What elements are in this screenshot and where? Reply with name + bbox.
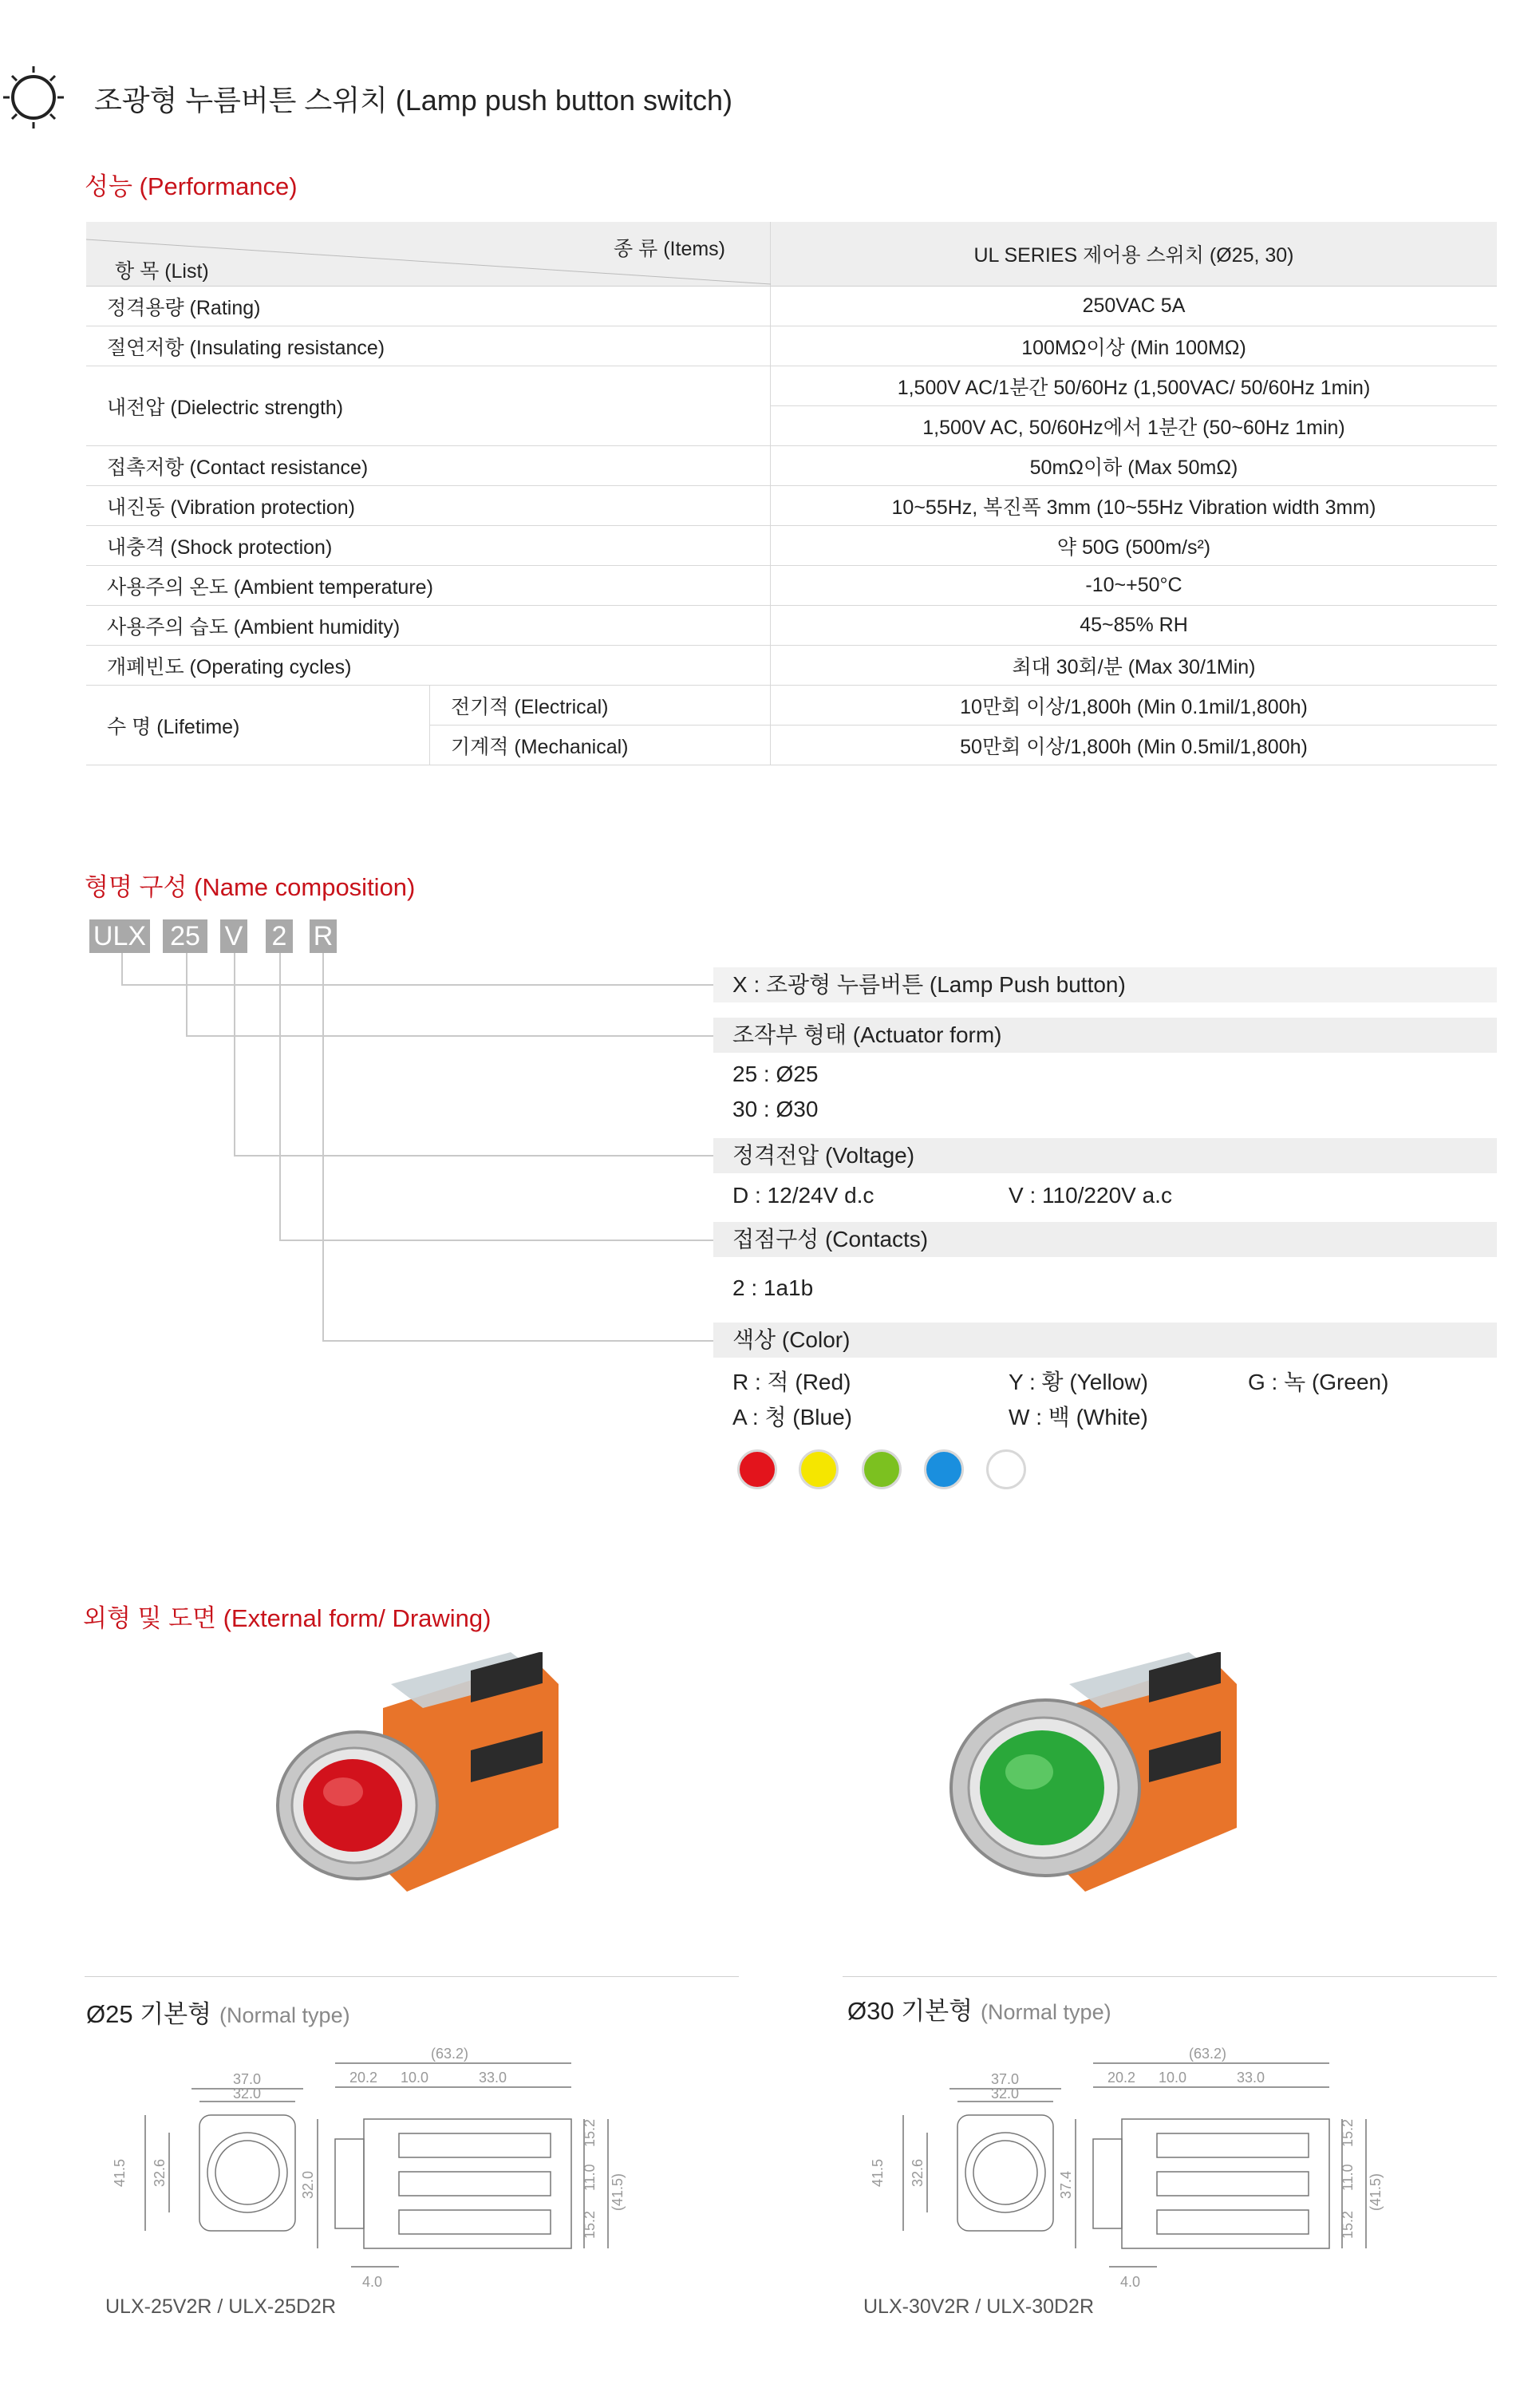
- table-row: [86, 287, 1497, 326]
- table-row: [86, 526, 1497, 566]
- row-value: 1,500V AC, 50/60Hz에서 1분간 (50~60Hz 1min): [771, 406, 1498, 446]
- series-band: X : 조광형 누름버튼 (Lamp Push button): [713, 967, 1497, 1002]
- dim-label: 15.2: [1340, 2210, 1356, 2239]
- table-row: [86, 686, 1497, 726]
- dim-label: 20.2: [1107, 2070, 1136, 2086]
- right-title-text: Ø30 기본형: [847, 1997, 973, 2025]
- dim-label: 32.0: [991, 2086, 1020, 2102]
- lifetime-label: 수 명 (Lifetime): [86, 686, 430, 765]
- lamp-icon: [0, 60, 72, 132]
- divider: [85, 1976, 739, 1977]
- connector-line: [186, 1035, 713, 1037]
- contacts-option: 2 : 1a1b: [732, 1275, 814, 1300]
- table-row: [86, 606, 1497, 646]
- dim-label: (41.5): [610, 2173, 626, 2211]
- row-value: 45~85% RH: [771, 606, 1498, 646]
- divider: [843, 1976, 1497, 1977]
- row-label: 개폐빈도 (Operating cycles): [86, 646, 771, 686]
- right-type-text: (Normal type): [981, 2000, 1111, 2024]
- connector-line: [279, 953, 281, 1240]
- connector-line: [322, 953, 324, 1341]
- dim-label: 37.0: [233, 2071, 262, 2087]
- left-title-text: Ø25 기본형: [86, 2000, 212, 2028]
- connector-line: [322, 1340, 713, 1342]
- color-option-yellow: Y : 황 (Yellow): [1009, 1370, 1148, 1394]
- swatch-yellow: [799, 1449, 839, 1489]
- row-label: 내전압 (Dielectric strength): [86, 366, 771, 446]
- left-drawing-title: [86, 1994, 350, 2030]
- row-value: 100MΩ이상 (Min 100MΩ): [771, 326, 1498, 366]
- voltage-band: 정격전압 (Voltage): [713, 1138, 1497, 1173]
- connector-line: [234, 1155, 713, 1157]
- code-size: 25: [163, 919, 207, 953]
- dim-label: 4.0: [362, 2274, 383, 2290]
- actuator-band: 조작부 형태 (Actuator form): [713, 1018, 1497, 1053]
- actuator-option: 30 : Ø30: [732, 1097, 819, 1121]
- code-series: ULX: [89, 919, 150, 953]
- code-voltage: V: [220, 919, 247, 953]
- right-drawing-title: [847, 1991, 1111, 2026]
- front-ring: [965, 2133, 1045, 2212]
- code-contacts: 2: [266, 919, 293, 953]
- connector-line: [121, 984, 713, 986]
- connector-line: [121, 953, 123, 985]
- table-header-row: [86, 222, 1497, 287]
- side-terminal: [1157, 2133, 1309, 2157]
- mechanical-value: 50만회 이상/1,800h (Min 0.5mil/1,800h): [771, 726, 1498, 765]
- row-label: 사용주의 온도 (Ambient temperature): [86, 566, 771, 606]
- drawing-25: [96, 2039, 702, 2295]
- color-option-white: W : 백 (White): [1009, 1405, 1148, 1429]
- row-label: 사용주의 습도 (Ambient humidity): [86, 606, 771, 646]
- header-items-label: 종 류 (Items): [614, 238, 725, 260]
- connector-line: [234, 953, 235, 1156]
- row-label: 절연저항 (Insulating resistance): [86, 326, 771, 366]
- dim-label: 10.0: [401, 2070, 429, 2086]
- dim-label: 11.0: [1340, 2164, 1356, 2191]
- connector-line: [186, 953, 188, 1036]
- color-option-red: R : 적 (Red): [732, 1370, 851, 1394]
- left-type-text: (Normal type): [219, 2003, 350, 2027]
- dim-label: 41.5: [112, 2158, 128, 2187]
- contacts-band: 접점구성 (Contacts): [713, 1222, 1497, 1257]
- header-value-label: UL SERIES 제어용 스위치 (Ø25, 30): [771, 222, 1498, 287]
- side-bezel: [1093, 2139, 1122, 2228]
- external-section-title: 외형 및 도면 (External form/ Drawing): [83, 1604, 492, 1632]
- dim-label: 15.2: [582, 2118, 598, 2147]
- voltage-option: D : 12/24V d.c: [732, 1183, 874, 1208]
- table-row: [86, 566, 1497, 606]
- dim-label: (63.2): [1189, 2046, 1227, 2062]
- dim-label: 33.0: [1237, 2070, 1265, 2086]
- connector-line: [279, 1240, 713, 1241]
- color-band: 색상 (Color): [713, 1323, 1497, 1358]
- swatch-blue: [924, 1449, 964, 1489]
- product-image-green: [949, 1652, 1253, 1924]
- actuator-option: 25 : Ø25: [732, 1062, 819, 1086]
- voltage-option: V : 110/220V a.c: [1009, 1183, 1172, 1208]
- row-value: -10~+50°C: [771, 566, 1498, 606]
- mechanical-label: 기계적 (Mechanical): [430, 726, 771, 765]
- side-bezel: [335, 2139, 364, 2228]
- dim-label: 37.4: [1058, 2170, 1074, 2199]
- row-label: 정격용량 (Rating): [86, 287, 771, 326]
- electrical-value: 10만회 이상/1,800h (Min 0.1mil/1,800h): [771, 686, 1498, 726]
- header-list-label: 항 목 (List): [115, 260, 209, 283]
- side-terminal: [399, 2133, 551, 2157]
- side-terminal: [399, 2210, 551, 2234]
- row-value: 50mΩ이하 (Max 50mΩ): [771, 446, 1498, 486]
- front-ring: [207, 2133, 287, 2212]
- row-value: 약 50G (500m/s²): [771, 526, 1498, 566]
- drawing-30: [854, 2039, 1460, 2295]
- row-label: 내진동 (Vibration protection): [86, 486, 771, 526]
- side-body: [364, 2119, 571, 2248]
- row-value: 10~55Hz, 복진폭 3mm (10~55Hz Vibration width 3mm): [771, 486, 1498, 526]
- dim-label: 32.6: [910, 2158, 926, 2187]
- performance-section-title: 성능 (Performance): [85, 172, 298, 200]
- performance-table: [86, 222, 1497, 765]
- dim-label: 10.0: [1159, 2070, 1187, 2086]
- side-terminal: [1157, 2172, 1309, 2196]
- dim-label: 37.0: [991, 2071, 1020, 2087]
- side-terminal: [399, 2172, 551, 2196]
- dim-label: 33.0: [479, 2070, 507, 2086]
- dim-label: 32.6: [152, 2158, 168, 2187]
- row-value: 1,500V AC/1분간 50/60Hz (1,500VAC/ 50/60Hz 1min): [771, 366, 1498, 406]
- swatch-red: [737, 1449, 777, 1489]
- row-value: 250VAC 5A: [771, 287, 1498, 326]
- color-option-blue: A : 청 (Blue): [732, 1405, 852, 1429]
- electrical-label: 전기적 (Electrical): [430, 686, 771, 726]
- side-body: [1122, 2119, 1329, 2248]
- dim-label: 15.2: [1340, 2118, 1356, 2147]
- dim-label: (41.5): [1368, 2173, 1384, 2211]
- front-lens: [973, 2141, 1037, 2204]
- dim-label: 11.0: [582, 2164, 598, 2191]
- dim-label: 41.5: [870, 2158, 886, 2187]
- row-label: 접촉저항 (Contact resistance): [86, 446, 771, 486]
- dim-label: (63.2): [431, 2046, 469, 2062]
- product-image-red: [271, 1652, 574, 1924]
- dim-label: 32.0: [300, 2170, 316, 2199]
- row-value: 최대 30회/분 (Max 30/1Min): [771, 646, 1498, 686]
- row-label: 내충격 (Shock protection): [86, 526, 771, 566]
- table-row: [86, 446, 1497, 486]
- right-model-label: ULX-30V2R / ULX-30D2R: [863, 2295, 1095, 2318]
- color-option-green: G : 녹 (Green): [1248, 1370, 1389, 1394]
- page-title: 조광형 누름버튼 스위치 (Lamp push button switch): [94, 84, 732, 117]
- left-model-label: ULX-25V2R / ULX-25D2R: [105, 2295, 337, 2318]
- table-row: [86, 486, 1497, 526]
- table-row: [86, 326, 1497, 366]
- dim-label: 4.0: [1120, 2274, 1141, 2290]
- swatch-white: [986, 1449, 1026, 1489]
- table-row: [86, 366, 1497, 406]
- table-row: [86, 646, 1497, 686]
- composition-section-title: 형명 구성 (Name composition): [85, 873, 416, 901]
- dim-label: 32.0: [233, 2086, 262, 2102]
- front-lens: [215, 2141, 279, 2204]
- swatch-green: [862, 1449, 902, 1489]
- side-terminal: [1157, 2210, 1309, 2234]
- dim-label: 20.2: [349, 2070, 378, 2086]
- code-color: R: [310, 919, 337, 953]
- dim-label: 15.2: [582, 2210, 598, 2239]
